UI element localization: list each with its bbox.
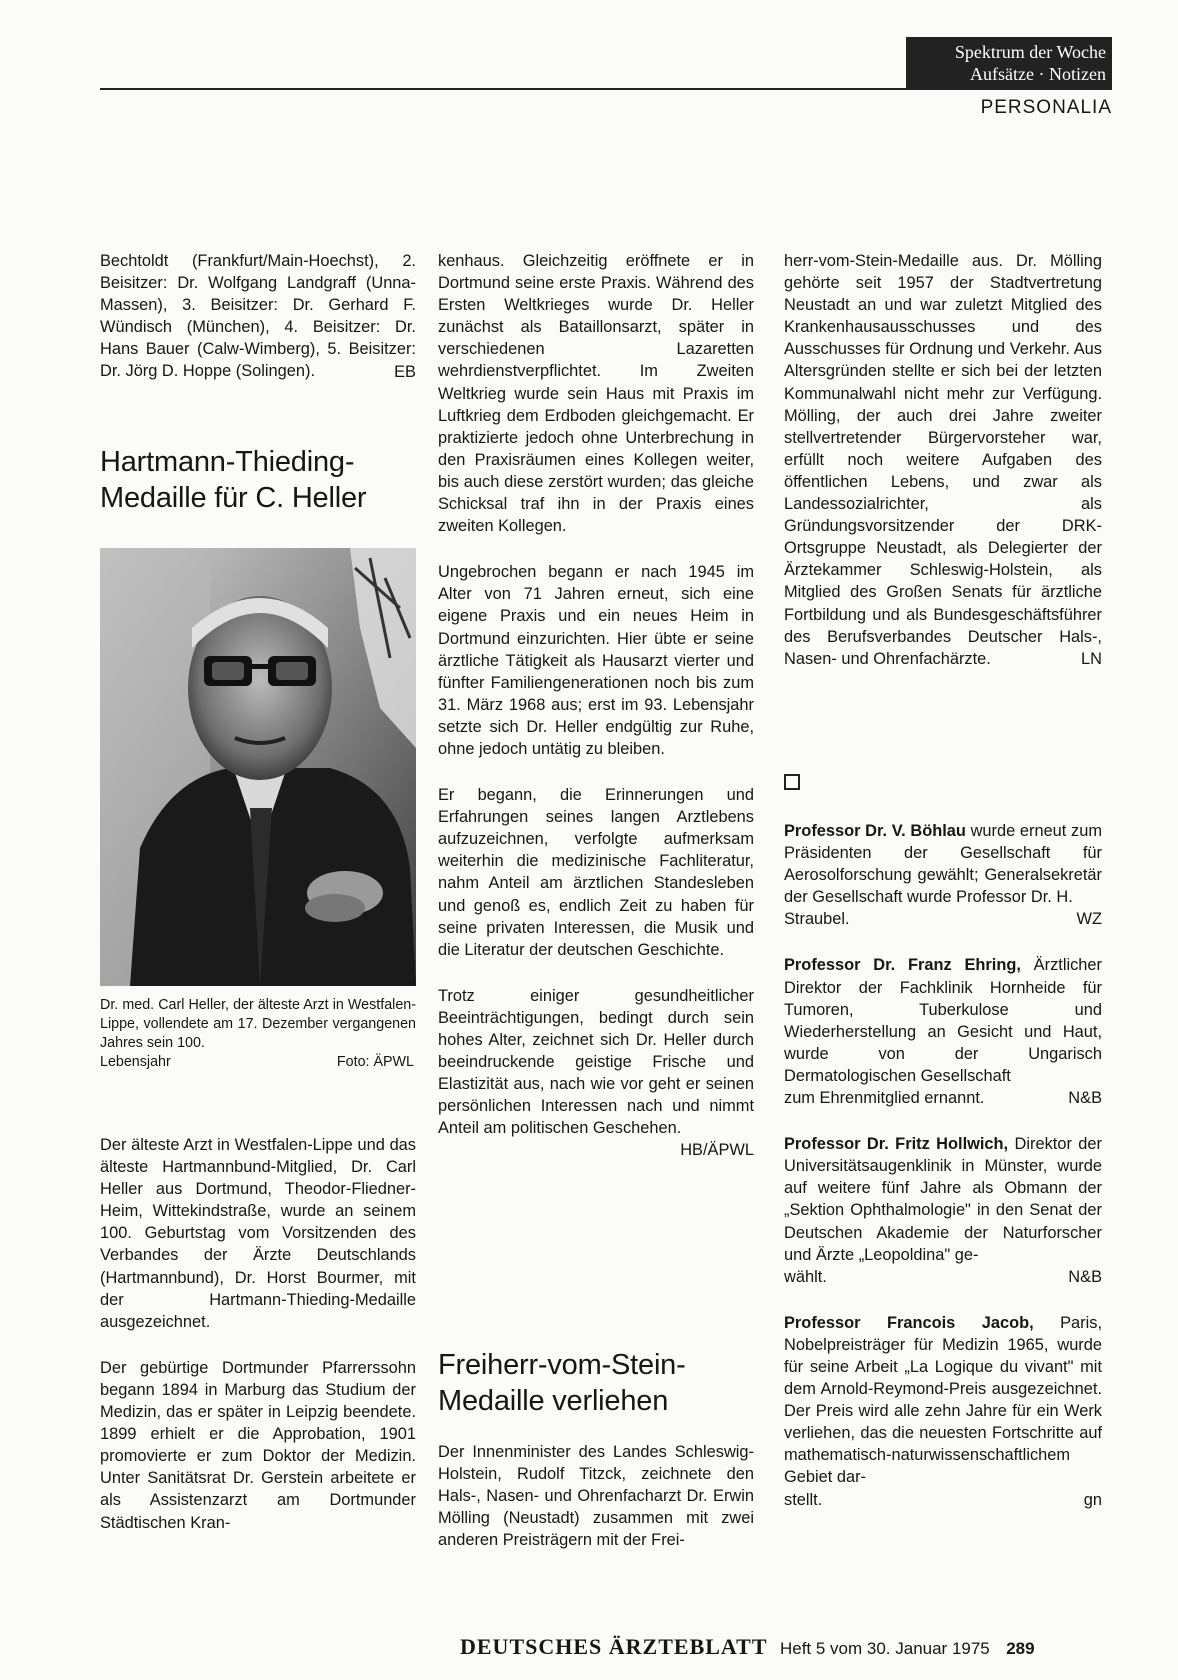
intro-signature: EB <box>394 362 416 381</box>
stein-paragraph-1: Der Innenminister des Landes Schleswig-Holstein, Rudolf Titzck, zeichnete den Hals-, Nasen- und Ohrenfacharzt Dr. Erwin Mölling (Neustadt) zusammen mit zwei anderen Preisträgern mit der Frei- <box>438 1443 754 1550</box>
notice-boehlau <box>784 820 1102 930</box>
issue-info: Heft 5 vom 30. Januar 1975 <box>779 1639 990 1658</box>
badge-line-2: Aufsätze · Notizen <box>970 64 1106 84</box>
photo-caption <box>100 996 416 1072</box>
notice-jacob <box>784 1312 1102 1511</box>
notice-ehring-text: Ärztlicher Direktor der Fachklinik Hornheide für Tumoren, Tuberkulose und Wiederherstellung an Gesicht und Haut, wurde von der Ungarisch Dermatologischen Gesellschaft <box>784 956 1102 1085</box>
heller-paragraph-6-text: Trotz einiger gesundheitlicher Beeinträchtigungen, bedingt durch sein hohes Alter, zeichnet sich Dr. Heller durch beeindruckende geistige Frische und Elastizität aus, nach wie vor geht er seinen persönlichen Interessen nach und nimmt Anteil am politischen Geschehen. <box>438 986 754 1138</box>
notice-jacob-last: stellt. <box>784 1490 823 1509</box>
column-3 <box>784 250 1102 670</box>
stein-paragraph-2-text: herr-vom-Stein-Medaille aus. Dr. Mölling gehörte seit 1957 der Stadtvertretung Neustadt an und war zuletzt Mitglied des Krankenhausausschusses und des Ausschusses für Ordnung und Verkehr. Aus Altersgründen stellte er sich bei der letzten Kommunalwahl nicht mehr zur Verfügung. Mölling, der auch drei Jahre zweiter stellvertretender Bürgervorsteher war, erfüllt noch weitere Aufgaben des öffentlichen Lebens, und zwar als Landessozialrichter, als Gründungsvorsitzender der DRK-Ortsgruppe Neustadt, als Delegierter der Ärztekammer Schleswig-Holstein, als Mitglied des Großen Senats für ärztliche Fortbildung und als Bundesgeschäftsführer des Berufsverbandes Deutscher Hals-, Nasen- und Ohrenfachärzte. <box>784 252 1102 668</box>
caption-text: Dr. med. Carl Heller, der älteste Arzt in Westfalen-Lippe, vollendete am 17. Dezember vergangenen Jahres sein 100. <box>100 997 416 1051</box>
notice-hollwich-end <box>784 1266 1102 1288</box>
page-footer <box>460 1634 1035 1660</box>
heller-paragraph-5: Er begann, die Erinnerungen und Erfahrungen seines langen Arztlebens aufzuzeichnen, verfolgte aufmerksam weiterhin die medizinische Fachliteratur, nahm Anteil am ärztlichen Standesleben und genoß es, endlich Zeit zu haben für seine privaten Interessen, die Musik und die Literatur der deutschen Geschichte. <box>438 786 754 959</box>
portrait-photo <box>100 548 416 986</box>
heller-paragraph-2: Der gebürtige Dortmunder Pfarrerssohn begann 1894 in Marburg das Studium der Medizin, das er später in Leipzig beendete. 1899 erhielt er die Approbation, 1901 promovierte er zum Doktor der Medizin. Unter Sanitätsrat Dr. Gerstein arbeitete er als Assistenzarzt am Dortmunder Städtischen Kran- <box>100 1358 416 1532</box>
heller-paragraph-6 <box>438 985 754 1162</box>
section-title: PERSONALIA <box>980 97 1112 118</box>
notice-hollwich <box>784 1133 1102 1288</box>
badge-line-1: Spektrum der Woche <box>954 42 1106 62</box>
stein-signature: LN <box>1081 649 1102 668</box>
page-number: 289 <box>1006 1639 1035 1658</box>
column-1 <box>100 250 416 383</box>
column-2-stein <box>438 1441 754 1551</box>
heller-paragraph-4: Ungebrochen begann er nach 1945 im Alter von 71 Jahren erneut, sich eine eigene Praxis und ein neues Heim in Dortmund einzurichten. Hier übte er seine ärztliche Tätigkeit als Hausarzt vierter und fünfter Familiengenerationen noch bis zum 31. März 1968 aus; erst im 93. Lebensjahr setzte sich Dr. Heller endgültig zur Ruhe, ohne jedoch untätig zu bleiben. <box>438 563 754 758</box>
intro-paragraph <box>100 250 416 383</box>
notice-ehring-last: zum Ehrenmitglied ernannt. <box>784 1089 985 1108</box>
photo-credit: Foto: ÄPWL <box>336 1054 414 1070</box>
notice-hollwich-text: Direktor der Universitätsaugenklinik in Münster, wurde auf weitere fünf Jahre als Obmann der „Sektion Ophthalmologie" in den Senat der Deutschen Akademie der Naturforscher und Ärzte „Leopoldina" ge- <box>784 1135 1102 1264</box>
section-badge <box>906 37 1112 89</box>
caption-last-word: Lebensjahr <box>100 1054 171 1070</box>
heller-paragraph-3: kenhaus. Gleichzeitig eröffnete er in Dortmund seine erste Praxis. Während des Ersten Weltkrieges wurde Dr. Heller zunächst als Bataillonsarzt, später in verschiedenen Lazaretten wehrdienstverpflichtet. Im Zweiten Weltkrieg wurde sein Haus mit Praxis im Luftkrieg dem Erdboden gleichgemacht. Er praktizierte jedoch ohne Unterbrechung in den Praxisräumen eines Kollegen weiter, bis auch diese zerstört wurden; das gleiche Schicksal traf ihn in der Praxis eines zweiten Kollegen. <box>438 252 754 536</box>
journal-name: DEUTSCHES ÄRZTEBLATT <box>460 1634 768 1659</box>
notice-hollwich-signature: N&B <box>1068 1267 1102 1286</box>
notice-jacob-end <box>784 1489 1102 1511</box>
headline-heller: Hartmann-Thieding-Medaille für C. Heller <box>100 446 367 514</box>
headline-stein: Freiherr-vom-Stein-Medaille verliehen <box>438 1349 686 1417</box>
notice-jacob-name: Professor Francois Jacob, <box>784 1313 1034 1332</box>
notice-ehring-name: Professor Dr. Franz Ehring, <box>784 956 1021 975</box>
notice-boehlau-signature: WZ <box>1076 910 1102 929</box>
notice-boehlau-last: Straubel. <box>784 910 850 929</box>
portrait-photo-image <box>100 548 416 986</box>
notice-hollwich-last: wählt. <box>784 1267 827 1286</box>
header-rule <box>100 88 1112 90</box>
notice-ehring-end <box>784 1087 1102 1109</box>
notice-ehring <box>784 954 1102 1109</box>
notice-hollwich-name: Professor Dr. Fritz Hollwich, <box>784 1135 1009 1154</box>
column-2 <box>438 250 754 1162</box>
column-1-body <box>100 1134 416 1534</box>
notice-boehlau-name: Professor Dr. V. Böhlau <box>784 822 966 840</box>
intro-text: Bechtoldt (Frankfurt/Main-Hoechst), 2. Beisitzer: Dr. Wolfgang Landgraff (Unna-Massen), 3. Beisitzer: Dr. Gerhard F. Wündisch (München), 4. Beisitzer: Dr. Hans Bauer (Calw-Wimberg), 5. Beisitzer: Dr. Jörg D. Hoppe (Solingen). <box>100 252 416 381</box>
stein-paragraph-2 <box>784 250 1102 670</box>
notice-ehring-signature: N&B <box>1068 1089 1102 1108</box>
notice-boehlau-end <box>784 908 1102 930</box>
notice-boehlau-text: wurde erneut zum Präsidenten der Gesellschaft für Aerosolforschung gewählt; Generalsekretär der Gesellschaft wurde Professor Dr. H. <box>784 822 1102 907</box>
notice-jacob-signature: gn <box>1083 1490 1102 1509</box>
notice-jacob-text: Paris, Nobelpreisträger für Medizin 1965, wurde für seine Arbeit „La Logique du vivant" mit dem Arnold-Reymond-Preis ausgezeichnet. Der Preis wird alle zehn Jahre für ein Werk verliehen, das die neuesten Fortschritte auf mathematisch-naturwissenschaftlichem Gebiet dar- <box>784 1313 1102 1487</box>
heller-paragraph-1: Der älteste Arzt in Westfalen-Lippe und das älteste Hartmannbund-Mitglied, Dr. Carl Heller aus Dortmund, Theodor-Fliedner-Heim, Wittekindstraße, wurde an seinem 100. Geburtstag vom Vorsitzenden des Verbandes der Ärzte Deutschlands (Hartmannbund), Dr. Horst Bourmer, mit der Hartmann-Thieding-Medaille ausgezeichnet. <box>100 1136 416 1331</box>
separator-box <box>784 774 800 790</box>
column-3-notices <box>784 820 1102 1511</box>
heller-signature: HB/ÄPWL <box>680 1141 754 1160</box>
caption-credit-line <box>100 1053 416 1072</box>
